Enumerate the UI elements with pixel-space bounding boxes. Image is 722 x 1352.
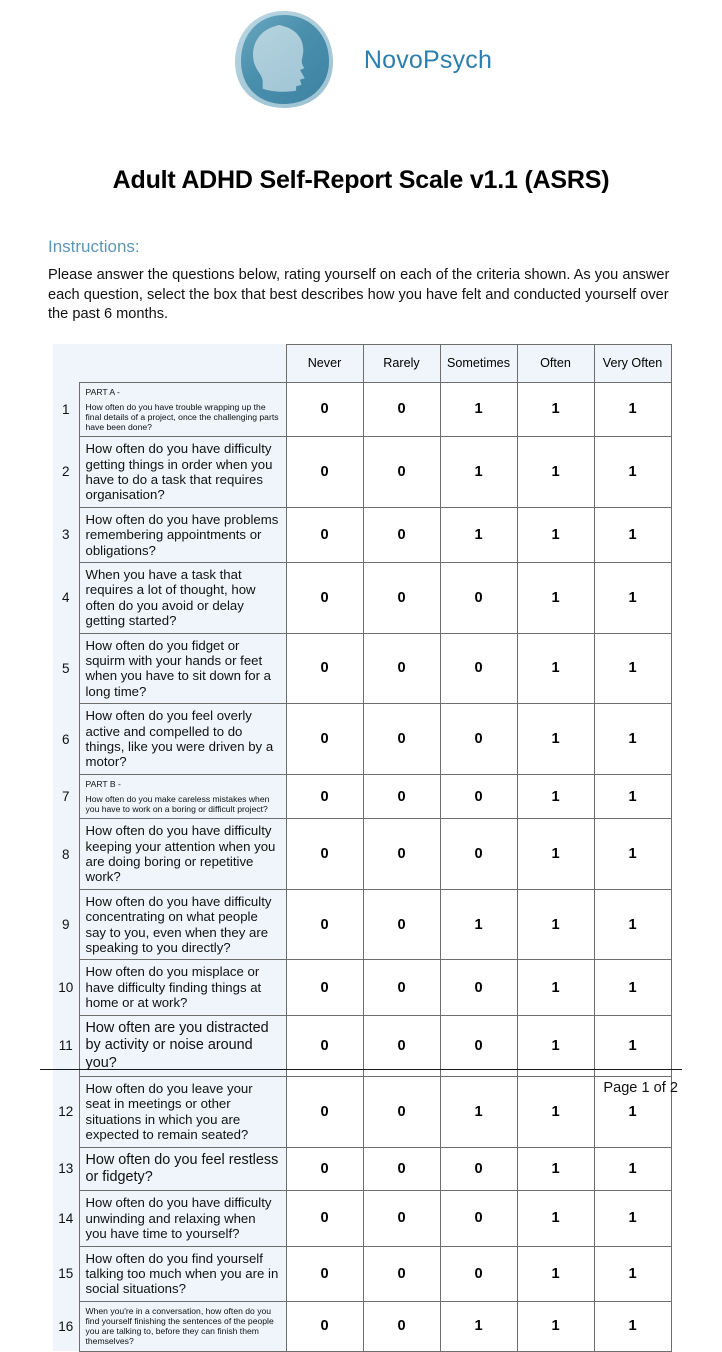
instructions-heading: Instructions: (48, 237, 140, 256)
row-number: 7 (53, 774, 79, 818)
question-text: How often do you have difficulty concentrating on what people say to you, even when they are speaking to you directly? (85, 893, 272, 956)
table-row (53, 382, 671, 437)
answer-option-cell[interactable]: 1 (517, 1015, 594, 1076)
question-text: How often do you fidget or squirm with your hands or feet when you have to sit down for a long time? (85, 637, 271, 699)
question-cell (79, 382, 286, 437)
answer-option-cell[interactable]: 1 (517, 1147, 594, 1191)
question-text: How often do you have problems remembering appointments or obligations? (85, 511, 279, 558)
answer-option-cell[interactable]: 0 (286, 889, 363, 960)
row-number: 12 (53, 1076, 79, 1147)
answer-option-cell[interactable]: 0 (286, 562, 363, 633)
answer-option-cell[interactable]: 0 (286, 1246, 363, 1301)
question-cell (79, 960, 286, 1015)
answer-option-cell[interactable]: 1 (517, 1191, 594, 1246)
head-silhouette-logo (230, 8, 338, 112)
question-text: How often are you distracted by activity or noise around you? (85, 1019, 269, 1071)
answer-option-cell[interactable]: 0 (363, 382, 440, 437)
question-text: How often do you feel overly active and compelled to do things, like you were driven by a motor? (85, 708, 274, 770)
question-text: How often do you find yourself talking too much when you are in social situations? (85, 1250, 279, 1297)
row-number: 2 (53, 437, 79, 508)
question-cell (79, 819, 286, 890)
answer-option-cell[interactable]: 1 (517, 507, 594, 562)
question-cell (79, 1015, 286, 1076)
answer-option-cell[interactable]: 0 (286, 1076, 363, 1147)
answer-option-cell[interactable]: 1 (517, 704, 594, 775)
answer-option-cell[interactable]: 1 (594, 889, 671, 960)
answer-option-cell[interactable]: 1 (594, 1015, 671, 1076)
table-row (53, 1191, 671, 1246)
answer-option-cell[interactable]: 0 (363, 819, 440, 890)
answer-option-cell[interactable]: 1 (517, 960, 594, 1015)
table-row (53, 960, 671, 1015)
answer-option-cell[interactable]: 1 (517, 562, 594, 633)
answer-option-cell[interactable]: 0 (286, 1191, 363, 1246)
question-part-label: PART B - (85, 778, 121, 789)
question-text: How often do you make careless mistakes when you have to work on a boring or difficult project? (85, 793, 270, 815)
answer-option-cell[interactable]: 0 (286, 437, 363, 508)
answer-option-cell[interactable]: 0 (286, 704, 363, 775)
answer-option-cell[interactable]: 0 (363, 1076, 440, 1147)
table-row (53, 507, 671, 562)
answer-option-cell[interactable]: 0 (286, 382, 363, 437)
answer-option-cell[interactable]: 0 (286, 1015, 363, 1076)
table-row (53, 1015, 671, 1076)
row-number: 11 (53, 1015, 79, 1076)
answer-option-cell[interactable]: 0 (363, 1015, 440, 1076)
page-title: Adult ADHD Self-Report Scale v1.1 (ASRS) (112, 166, 610, 194)
answer-option-cell[interactable]: 1 (594, 507, 671, 562)
asrs-scale-table (53, 344, 672, 1352)
answer-option-cell[interactable]: 1 (517, 774, 594, 818)
answer-option-cell[interactable]: 0 (363, 633, 440, 704)
table-header-row (53, 344, 671, 382)
answer-option-cell[interactable]: 0 (440, 633, 517, 704)
row-number: 8 (53, 819, 79, 890)
answer-option-cell[interactable]: 1 (440, 382, 517, 437)
question-cell (79, 437, 286, 508)
row-number: 6 (53, 704, 79, 775)
answer-option-cell[interactable]: 1 (594, 382, 671, 437)
answer-option-cell[interactable]: 0 (440, 1246, 517, 1301)
answer-option-cell[interactable]: 1 (594, 1246, 671, 1301)
question-text: When you have a task that requires a lot of thought, how often do you avoid or delay getting started? (85, 566, 256, 629)
answer-option-cell[interactable]: 1 (594, 562, 671, 633)
answer-option-cell[interactable]: 1 (594, 774, 671, 818)
column-header-very-often: Very Often (594, 344, 671, 382)
answer-option-cell[interactable]: 1 (594, 437, 671, 508)
instructions-body: Please answer the questions below, rating yourself on each of the criteria shown. As you answer each question, select the box that best describes how you have felt and conducted yourself over the past 6 months. (48, 267, 670, 322)
answer-option-cell[interactable]: 0 (286, 633, 363, 704)
column-header-never: Never (286, 344, 363, 382)
answer-option-cell[interactable]: 0 (286, 819, 363, 890)
question-text: How often do you leave your seat in meetings or other situations in which you are expected to remain seated? (85, 1080, 253, 1143)
table-row (53, 704, 671, 775)
row-number: 13 (53, 1147, 79, 1191)
answer-option-cell[interactable]: 1 (440, 1301, 517, 1351)
answer-option-cell[interactable]: 0 (440, 1015, 517, 1076)
table-header (53, 344, 671, 382)
row-number: 15 (53, 1246, 79, 1301)
row-number: 4 (53, 562, 79, 633)
answer-option-cell[interactable]: 0 (363, 437, 440, 508)
question-text: How often do you have difficulty getting things in order when you have to do a task that requires organisation? (85, 441, 273, 503)
row-number: 14 (53, 1191, 79, 1246)
question-cell (79, 1147, 286, 1191)
answer-option-cell[interactable]: 1 (440, 1076, 517, 1147)
question-cell (79, 507, 286, 562)
answer-option-cell[interactable]: 0 (363, 507, 440, 562)
question-cell (79, 633, 286, 704)
question-text: How often do you have difficulty unwinding and relaxing when you have time to yourself? (85, 1195, 272, 1242)
answer-option-cell[interactable]: 0 (363, 562, 440, 633)
row-number: 5 (53, 633, 79, 704)
answer-option-cell[interactable]: 0 (440, 1191, 517, 1246)
answer-option-cell[interactable]: 1 (594, 704, 671, 775)
row-number: 10 (53, 960, 79, 1015)
answer-option-cell[interactable]: 0 (440, 960, 517, 1015)
answer-option-cell[interactable]: 1 (517, 1076, 594, 1147)
column-header-often: Often (517, 344, 594, 382)
answer-option-cell[interactable]: 0 (286, 1147, 363, 1191)
question-cell (79, 1246, 286, 1301)
answer-option-cell[interactable]: 1 (594, 633, 671, 704)
question-cell (79, 562, 286, 633)
header-blank-question (79, 344, 286, 382)
answer-option-cell[interactable]: 0 (363, 960, 440, 1015)
answer-option-cell[interactable]: 1 (517, 819, 594, 890)
header-blank-number (53, 344, 79, 382)
answer-option-cell[interactable]: 0 (363, 1246, 440, 1301)
table-row (53, 774, 671, 818)
answer-option-cell[interactable]: 1 (594, 960, 671, 1015)
question-cell (79, 704, 286, 775)
question-text: How often do you have difficulty keeping your attention when you are doing boring or repetitive work? (85, 823, 276, 885)
table-row (53, 889, 671, 960)
page-footer (40, 1069, 682, 1096)
column-header-sometimes: Sometimes (440, 344, 517, 382)
answer-option-cell[interactable]: 1 (517, 889, 594, 960)
answer-option-cell[interactable]: 1 (594, 819, 671, 890)
brand-header (0, 0, 722, 108)
question-cell (79, 1301, 286, 1351)
answer-option-cell[interactable]: 0 (440, 562, 517, 633)
answer-option-cell[interactable]: 0 (440, 774, 517, 818)
answer-option-cell[interactable]: 1 (517, 633, 594, 704)
answer-option-cell[interactable]: 0 (363, 1301, 440, 1351)
answer-option-cell[interactable]: 0 (440, 704, 517, 775)
answer-option-cell[interactable]: 0 (363, 1147, 440, 1191)
question-cell (79, 889, 286, 960)
page-number-label: Page 1 of 2 (603, 1080, 678, 1096)
question-part-label: PART A - (85, 386, 120, 397)
answer-option-cell[interactable]: 1 (594, 1076, 671, 1147)
answer-option-cell[interactable]: 0 (286, 507, 363, 562)
table-row (53, 1301, 671, 1351)
answer-option-cell[interactable]: 1 (594, 1191, 671, 1246)
table-row (53, 1147, 671, 1191)
question-text: How often do you misplace or have difficulty finding things at home or at work? (85, 964, 262, 1011)
answer-option-cell[interactable]: 1 (517, 382, 594, 437)
answer-option-cell[interactable]: 1 (440, 889, 517, 960)
question-text: When you're in a conversation, how often do you find yourself finishing the sentences of the people you are talking to, before they can finish them themselves? (85, 1305, 274, 1347)
answer-option-cell[interactable]: 1 (594, 1147, 671, 1191)
answer-option-cell[interactable]: 1 (440, 437, 517, 508)
answer-option-cell[interactable]: 0 (363, 1191, 440, 1246)
table-body (53, 382, 671, 1351)
row-number: 9 (53, 889, 79, 960)
row-number: 3 (53, 507, 79, 562)
table-row (53, 819, 671, 890)
brand-name: NovoPsych (363, 45, 493, 74)
row-number: 16 (53, 1301, 79, 1351)
answer-option-cell[interactable]: 0 (286, 960, 363, 1015)
table-row (53, 1246, 671, 1301)
instructions-block (48, 237, 674, 325)
table-row (53, 633, 671, 704)
question-text: How often do you feel restless or fidgety? (85, 1151, 279, 1185)
question-text: How often do you have trouble wrapping up the final details of a project, once the challenging parts have been done? (85, 401, 279, 432)
answer-option-cell[interactable]: 1 (594, 1301, 671, 1351)
answer-option-cell[interactable]: 0 (363, 774, 440, 818)
answer-option-cell[interactable]: 0 (440, 819, 517, 890)
answer-option-cell[interactable]: 0 (286, 774, 363, 818)
table-row (53, 562, 671, 633)
answer-option-cell[interactable]: 1 (440, 507, 517, 562)
answer-option-cell[interactable]: 1 (517, 437, 594, 508)
answer-option-cell[interactable]: 1 (517, 1246, 594, 1301)
table-row (53, 437, 671, 508)
answer-option-cell[interactable]: 0 (440, 1147, 517, 1191)
column-header-rarely: Rarely (363, 344, 440, 382)
answer-option-cell[interactable]: 0 (363, 704, 440, 775)
question-cell (79, 774, 286, 818)
answer-option-cell[interactable]: 0 (286, 1301, 363, 1351)
answer-option-cell[interactable]: 1 (517, 1301, 594, 1351)
answer-option-cell[interactable]: 0 (363, 889, 440, 960)
row-number: 1 (53, 382, 79, 437)
footer-divider (40, 1069, 682, 1070)
question-cell (79, 1191, 286, 1246)
